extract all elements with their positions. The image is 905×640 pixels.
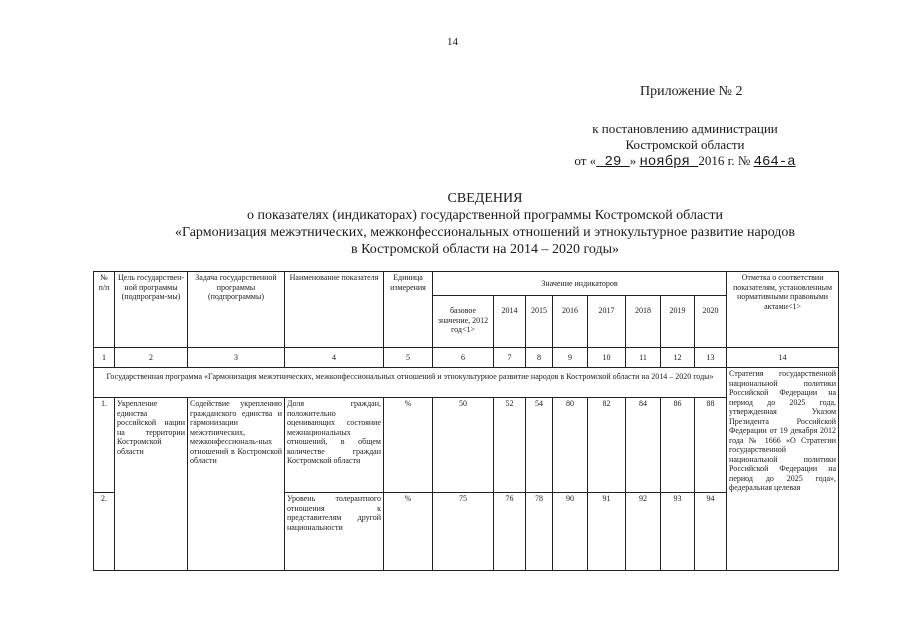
appendix-label: Приложение № 2 — [640, 84, 743, 99]
column-number: 13 — [695, 348, 727, 368]
indicator-value: 80 — [553, 398, 588, 493]
heading-title: СВЕДЕНИЯ — [447, 191, 523, 206]
decree-year: 2016 г. № — [698, 153, 754, 168]
document-heading — [100, 190, 870, 258]
indicator-value: 52 — [494, 398, 526, 493]
task-cell: Содействие укреплению гражданского единства и гармонизации межэтнических, межконфессиональ-ных отношений в Костромской области — [188, 398, 285, 571]
indicator-value: 91 — [588, 493, 626, 571]
column-number: 14 — [727, 348, 839, 368]
decree-line-2: Костромской области — [625, 137, 745, 152]
column-number: 1 — [94, 348, 115, 368]
column-number: 6 — [433, 348, 494, 368]
indicator-value: 88 — [695, 398, 727, 493]
header-year: 2016 — [553, 296, 588, 348]
heading-line-1: о показателях (индикаторах) государственной программы Костромской области — [247, 208, 723, 223]
indicator-value: 76 — [494, 493, 526, 571]
column-number: 8 — [526, 348, 553, 368]
header-goal: Цель государствен-ной программы (подпрограм-мы) — [115, 272, 188, 348]
indicator-name: Доля граждан, положительно оценивающих состояние межнациональных отношений, в общем количестве граждан Костромской области — [285, 398, 384, 493]
header-year: 2019 — [661, 296, 695, 348]
indicator-value: 94 — [695, 493, 727, 571]
indicator-value: 54 — [526, 398, 553, 493]
header-base: базовое значение, 2012 год<1> — [433, 296, 494, 348]
decree-day: 29 — [596, 154, 630, 170]
program-mark: Стратегия государственной национальной политики Российской Федерации на период до 2025 года, утвержденная Указом Президента Российской Федерации от 19 декабря 2012 года № 1666 «О Стратегии государственной национальной политики Российской Федерации на период до 2025 года», федеральная целевая — [727, 368, 839, 571]
indicator-value: 93 — [661, 493, 695, 571]
indicator-value: 86 — [661, 398, 695, 493]
row-num: 2. — [94, 493, 115, 571]
indicator-unit: % — [384, 493, 433, 571]
header-year: 2020 — [695, 296, 727, 348]
row-num: 1. — [94, 398, 115, 493]
header-values: Значение индикаторов — [433, 272, 727, 296]
header-task: Задача государственной программы (подпрограммы) — [188, 272, 285, 348]
column-number: 9 — [553, 348, 588, 368]
header-num: № п/п — [94, 272, 115, 348]
page-number: 14 — [447, 36, 458, 48]
indicator-unit: % — [384, 398, 433, 493]
indicator-value: 82 — [588, 398, 626, 493]
header-year: 2014 — [494, 296, 526, 348]
column-number: 11 — [626, 348, 661, 368]
header-year: 2018 — [626, 296, 661, 348]
goal-cell: Укрепление единства российской нации на территории Костромской области — [115, 398, 188, 571]
column-number: 2 — [115, 348, 188, 368]
decree-number: 464-а — [753, 154, 796, 170]
column-number: 4 — [285, 348, 384, 368]
header-mark: Отметка о соответствии показателям, установленным нормативными правовыми актами<1> — [727, 272, 839, 348]
header-name: Наименование показателя — [285, 272, 384, 348]
header-unit: Единица измерения — [384, 272, 433, 348]
program-row: Государственная программа «Гармонизация межэтнических, межконфессиональных отношений и этнокультурное развитие народов в Костромской области на 2014 – 2020 годы» — [94, 368, 727, 398]
indicator-name: Уровень толерантного отношения к представителям другой национальности — [285, 493, 384, 571]
column-number: 5 — [384, 348, 433, 368]
indicator-value: 50 — [433, 398, 494, 493]
column-number: 12 — [661, 348, 695, 368]
decree-block — [560, 121, 810, 170]
indicator-value: 75 — [433, 493, 494, 571]
indicator-value: 90 — [553, 493, 588, 571]
indicator-value: 78 — [526, 493, 553, 571]
column-number: 7 — [494, 348, 526, 368]
heading-line-2: «Гармонизация межэтнических, межконфессиональных отношений и этнокультурное развитие народов — [174, 225, 796, 240]
decree-from: от « — [574, 153, 597, 168]
column-number: 10 — [588, 348, 626, 368]
heading-line-3: в Костромской области на 2014 – 2020 годы» — [350, 242, 620, 257]
decree-date-line — [560, 153, 810, 170]
indicator-value: 92 — [626, 493, 661, 571]
column-number: 3 — [188, 348, 285, 368]
decree-quote: » — [629, 153, 640, 168]
decree-line-1: к постановлению администрации — [592, 121, 778, 136]
header-year: 2017 — [588, 296, 626, 348]
indicator-value: 84 — [626, 398, 661, 493]
indicators-table — [93, 271, 839, 571]
header-year: 2015 — [526, 296, 553, 348]
decree-month: ноября — [639, 154, 699, 170]
